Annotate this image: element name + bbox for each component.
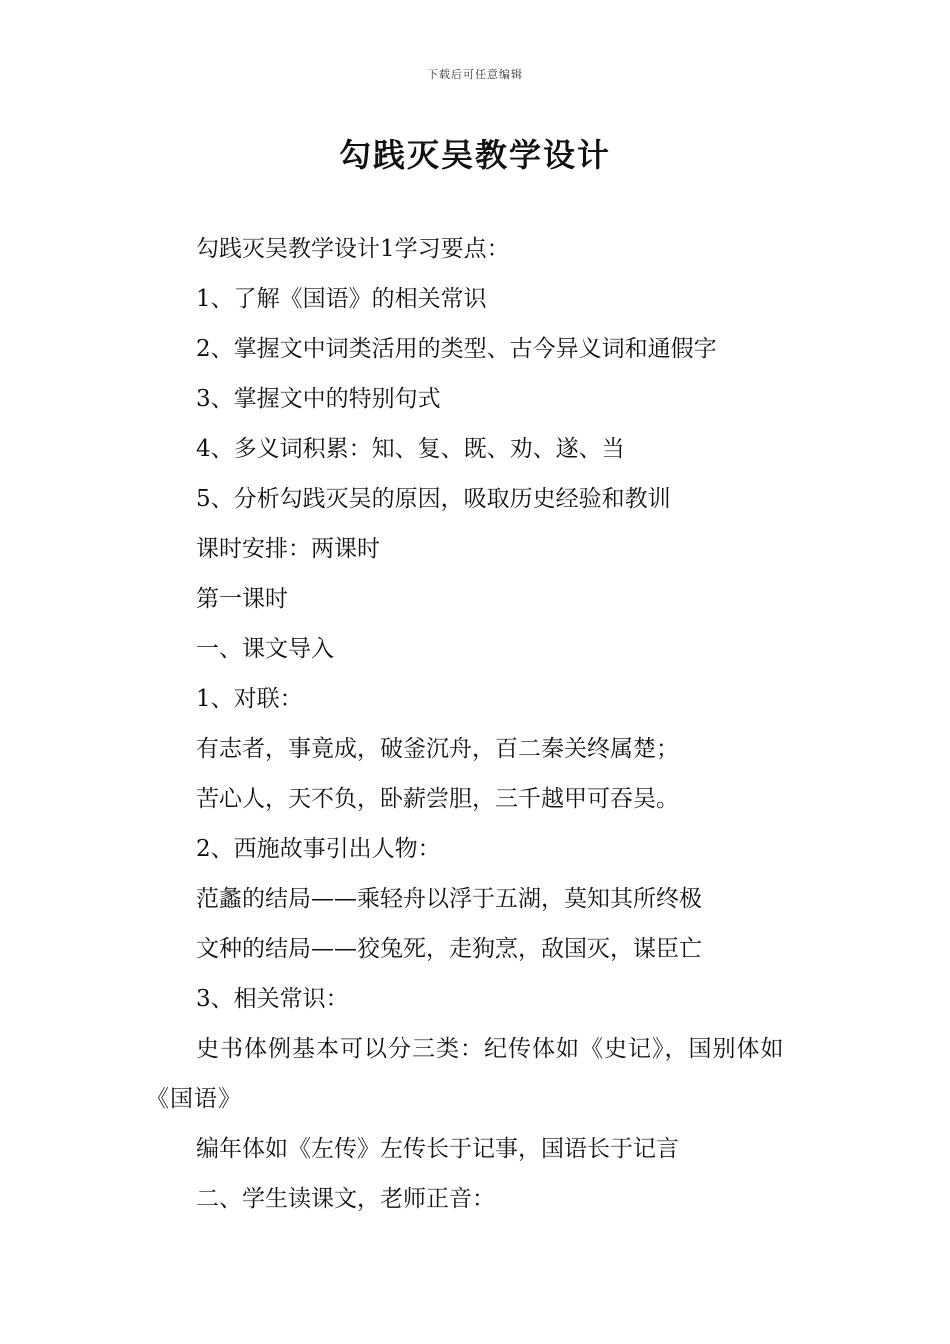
paragraph: 3、掌握文中的特别句式 xyxy=(196,386,441,412)
paragraph: 一、课文导入 xyxy=(196,636,334,662)
paragraph: 5、分析勾践灭吴的原因，吸取历史经验和教训 xyxy=(196,486,671,512)
paragraph: 课时安排：两课时 xyxy=(196,536,380,562)
header-note: 下载后可任意编辑 xyxy=(427,68,523,81)
paragraph: 有志者，事竟成，破釜沉舟，百二秦关终属楚； xyxy=(196,736,679,762)
paragraph: 二、学生读课文，老师正音： xyxy=(196,1186,495,1212)
paragraph: 史书体例基本可以分三类：纪传体如《史记》，国别体如《国语》 xyxy=(146,1036,785,1112)
document-body xyxy=(146,224,814,1224)
paragraph: 勾践灭吴教学设计1学习要点： xyxy=(196,236,510,262)
paragraph: 2、西施故事引出人物： xyxy=(196,836,441,862)
paragraph: 苦心人，天不负，卧薪尝胆，三千越甲可吞吴。 xyxy=(196,786,679,812)
paragraph: 文种的结局——狡兔死，走狗烹，敌国灭，谋臣亡 xyxy=(196,936,702,962)
paragraph: 范蠡的结局——乘轻舟以浮于五湖，莫知其所终极 xyxy=(196,886,702,912)
paragraph: 4、多义词积累：知、复、既、劝、遂、当 xyxy=(196,436,625,462)
paragraph: 3、相关常识： xyxy=(196,986,349,1012)
paragraph: 编年体如《左传》左传长于记事，国语长于记言 xyxy=(196,1136,679,1162)
paragraph: 第一课时 xyxy=(196,586,288,612)
paragraph: 1、对联： xyxy=(196,686,303,712)
document-title: 勾践灭吴教学设计 xyxy=(338,136,611,174)
paragraph: 1、了解《国语》的相关常识 xyxy=(196,286,487,312)
paragraph: 2、掌握文中词类活用的类型、古今异义词和通假字 xyxy=(196,336,717,362)
